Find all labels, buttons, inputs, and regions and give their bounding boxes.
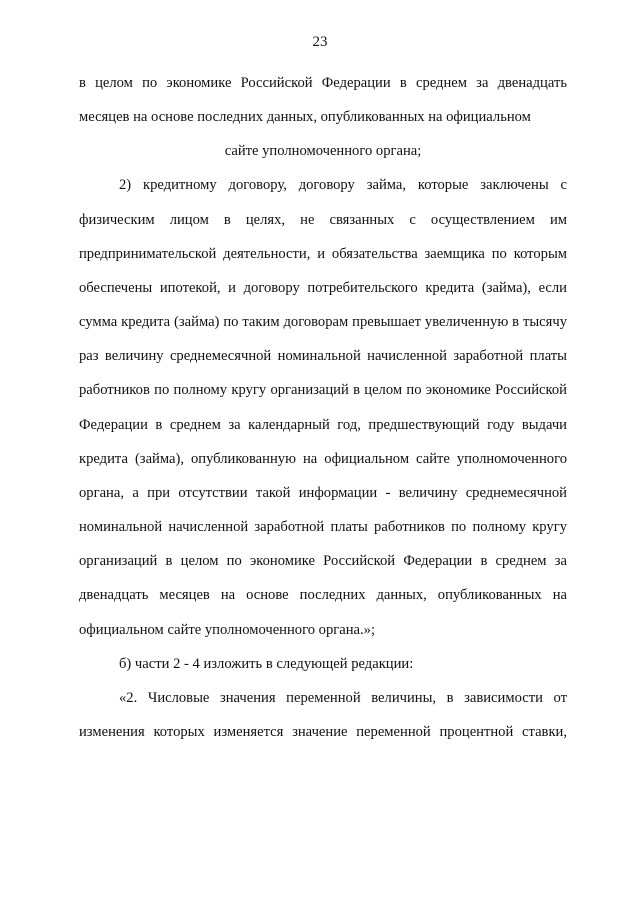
page-number: 23 [312, 34, 328, 50]
paragraph-continuation-end: сайте уполномоченного органа; [224, 143, 422, 160]
document-body [79, 66, 567, 749]
paragraph-item-b: б) части 2 - 4 изложить в следующей редакции: [119, 655, 414, 672]
paragraph-item-2: 2) кредитному договору, договору займа, которые заключены с физическим лицом в целях, не связанных с осуществлением им предпринимательской деятельности, и обязательства заемщика по которым обеспечены ипотекой, и договору потребительского кредита (займа), если сумма кредита (займа) по таким договорам превышает увеличенную в тысячу раз величину среднемесячной номинальной начисленной заработной платы работников по полному кругу организаций в целом по экономике Российской Федерации в среднем за календарный год, предшествующий году выдачи кредита (займа), опубликованную на официальном сайте уполномоченного органа, а при отсутствии такой информации - величину среднемесячной номинальной начисленной заработной платы работников по полному кругу организаций в целом по экономике Российской Федерации в среднем за двенадцать месяцев на основе последних данных, опубликованных на официальном сайте уполномоченного органа.»; [79, 177, 567, 638]
paragraph-continuation: в целом по экономике Российской Федерации в среднем за двенадцать месяцев на основе последних данных, опубликованных на официальном [79, 75, 567, 126]
paragraph-part-2: «2. Числовые значения переменной величины, в зависимости от изменения которых изменяется значение переменной процентной ставки, [79, 689, 567, 740]
